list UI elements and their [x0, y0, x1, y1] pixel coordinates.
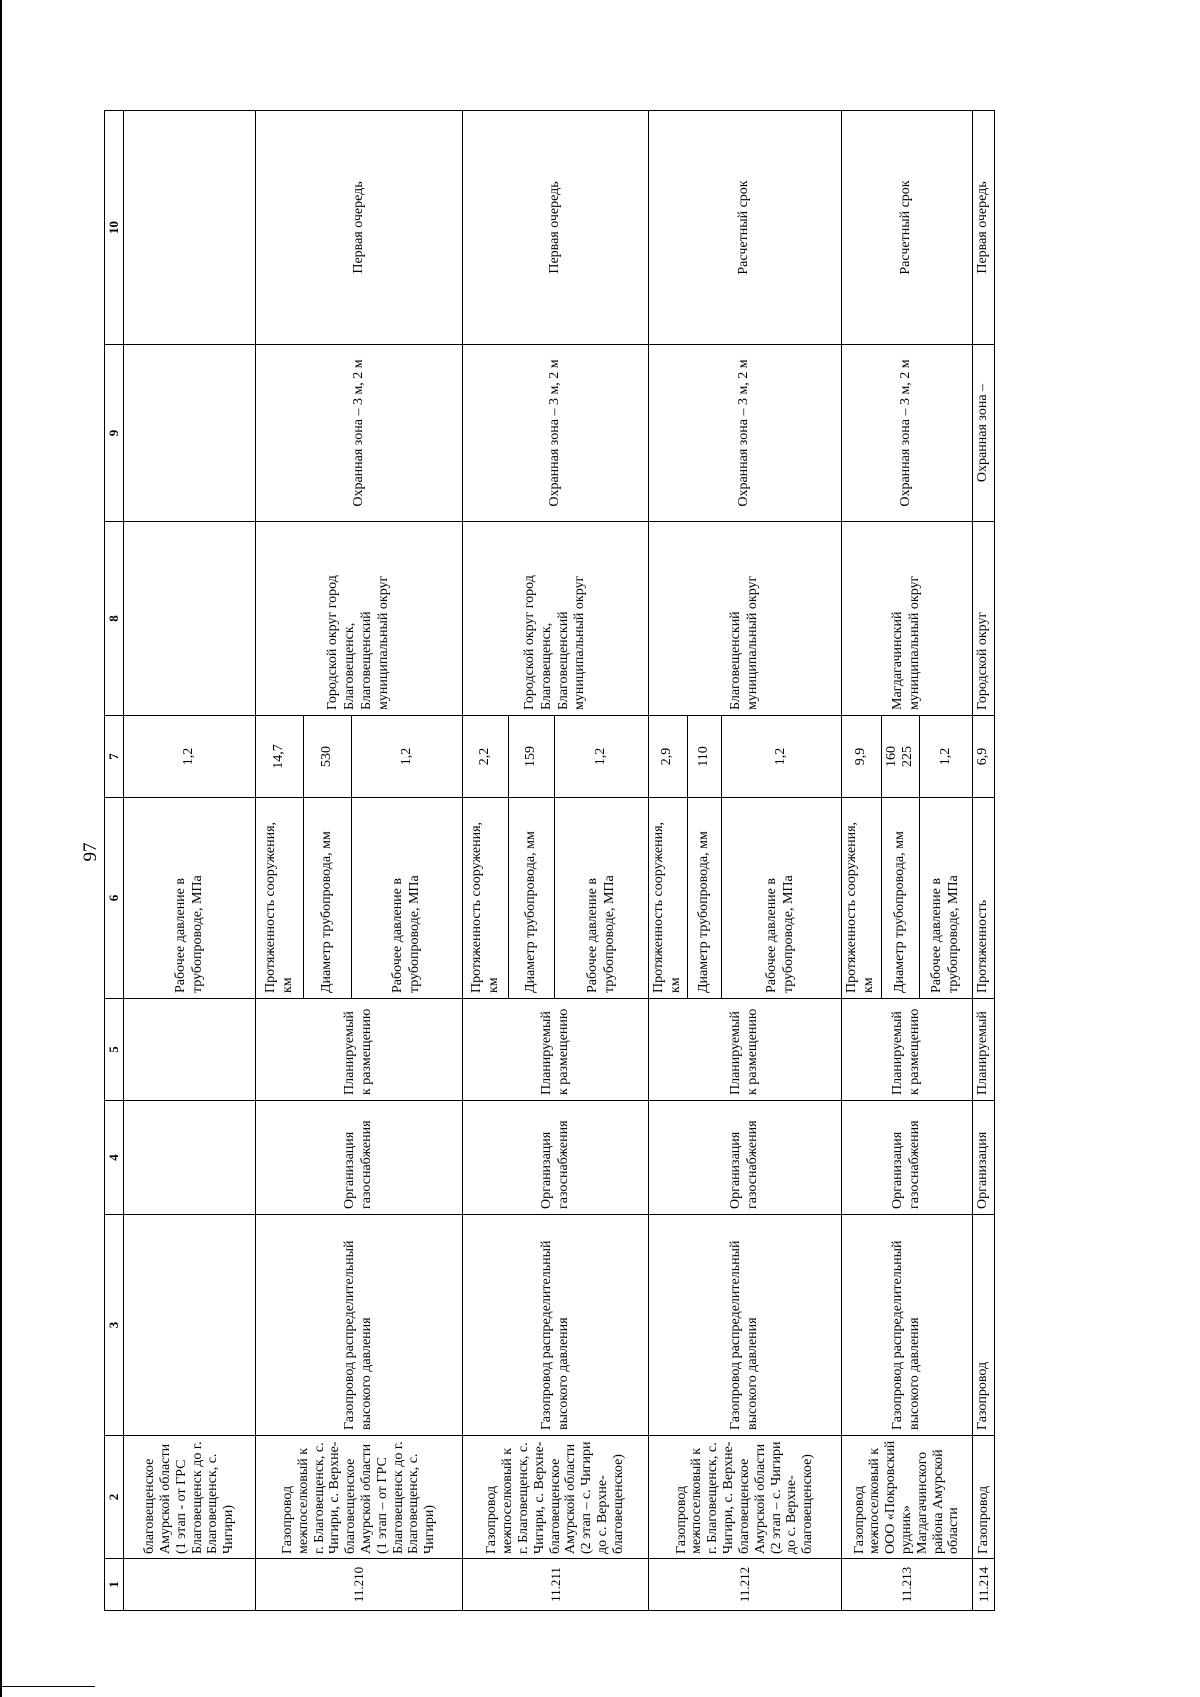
location: Городской округ город Благовещенск, Благовещенский муниципальный округ	[463, 522, 649, 716]
object-type: Газопровод распределительный высокого давления	[841, 1215, 973, 1436]
parameter-name: Протяженность сооружения, км	[841, 798, 881, 999]
object-type: Газопровод	[973, 1215, 995, 1436]
gas-pipeline-table	[104, 110, 995, 1611]
location	[124, 522, 256, 716]
status: Планируемый к размещению	[649, 999, 842, 1101]
object-name: Газопровод межпоселковый к г. Благовещенск, с. Чигири, с. Верхне-благовещенское Амурской области (2 этап – с. Чигири до с. Верхне-благовещенское)	[649, 1436, 842, 1559]
zone	[124, 345, 256, 522]
parameter-value: 1,2	[920, 716, 973, 798]
parameter-value: 1,2	[555, 716, 649, 798]
object-type: Газопровод распределительный высокого давления	[649, 1215, 842, 1436]
parameter-name: Рабочее давление в трубопроводе, МПа	[721, 798, 841, 999]
object-name: Газопровод межпоселковый к г. Благовещенск, с. Чигири, с. Верхне-благовещенское Амурской области (1 этап – от ГРС Благовещенск до г. Благовещенск, с. Чигири)	[256, 1436, 463, 1559]
object-type: Газопровод распределительный высокого давления	[463, 1215, 649, 1436]
parameter-value: 14,7	[256, 716, 304, 798]
table-row	[256, 111, 304, 1611]
object-name: Газопровод	[973, 1436, 995, 1559]
stage: Расчетный срок	[649, 111, 842, 345]
table-row	[841, 111, 881, 1611]
status: Планируемый к размещению	[256, 999, 463, 1101]
status	[124, 999, 256, 1101]
object-type: Газопровод распределительный высокого давления	[256, 1215, 463, 1436]
table-row	[649, 111, 688, 1611]
parameter-name: Диаметр трубопровода, мм	[304, 798, 352, 999]
parameter-value: 2,2	[463, 716, 509, 798]
parameter-name: Рабочее давление в трубопроводе, МПа	[124, 798, 256, 999]
stage: Первая очередь	[256, 111, 463, 345]
parameter-value: 110	[687, 716, 721, 798]
location: Благовещенский муниципальный округ	[649, 522, 842, 716]
parameter-value: 6,9	[973, 716, 995, 798]
row-number	[124, 1559, 256, 1611]
row-number: 11.213	[841, 1559, 973, 1611]
stage: Расчетный срок	[841, 111, 973, 345]
header-cell: 8	[105, 522, 124, 716]
header-cell: 3	[105, 1215, 124, 1436]
header-cell: 7	[105, 716, 124, 798]
parameter-name: Протяженность сооружения, км	[463, 798, 509, 999]
table-row	[463, 111, 509, 1611]
zone: Охранная зона – 3 м, 2 м	[841, 345, 973, 522]
row-number: 11.212	[649, 1559, 842, 1611]
zone: Охранная зона – 3 м, 2 м	[256, 345, 463, 522]
diameter-value: 225	[900, 746, 916, 767]
location: Городской округ город Благовещенск, Благовещенский муниципальный округ	[256, 522, 463, 716]
header-cell: 1	[105, 1559, 124, 1611]
parameter-value: 1,2	[124, 716, 256, 798]
zone: Охранная зона – 3 м, 2 м	[463, 345, 649, 522]
row-number: 11.214	[973, 1559, 995, 1611]
object-name: Газопровод межпоселковый к г. Благовещенск, с. Чигири, с. Верхне-благовещенское Амурской области (2 этап – с. Чигири до с. Верхне-благовещенское)	[463, 1436, 649, 1559]
status: Планируемый	[973, 999, 995, 1101]
stage: Первая очередь	[463, 111, 649, 345]
header-cell: 10	[105, 111, 124, 345]
parameter-name: Протяженность сооружения, км	[649, 798, 688, 999]
parameter-name: Диаметр трубопровода, мм	[509, 798, 555, 999]
table-row-continued	[124, 111, 256, 1611]
header-row	[105, 111, 124, 1611]
parameter-name: Протяженность сооружения, км	[256, 798, 304, 999]
parameter-name: Рабочее давление в трубопроводе, МПа	[555, 798, 649, 999]
parameter-name: Рабочее давление в трубопроводе, МПа	[352, 798, 463, 999]
object-type	[124, 1215, 256, 1436]
scan-edge	[0, 0, 2, 1697]
purpose: Организация газоснабжения	[256, 1101, 463, 1215]
parameter-value	[881, 716, 920, 798]
header-cell: 6	[105, 798, 124, 999]
table-row	[973, 111, 995, 1611]
header-cell: 2	[105, 1436, 124, 1559]
row-number: 11.211	[463, 1559, 649, 1611]
scan-edge	[0, 1686, 95, 1687]
parameter-value: 1,2	[721, 716, 841, 798]
purpose: Организация газоснабжения	[841, 1101, 973, 1215]
purpose: Организация	[973, 1101, 995, 1215]
location: Магдагачинский муниципальный округ	[841, 522, 973, 716]
zone: Охранная зона – 3 м, 2 м	[649, 345, 842, 522]
parameter-value: 530	[304, 716, 352, 798]
purpose: Организация газоснабжения	[649, 1101, 842, 1215]
parameter-value: 1,2	[352, 716, 463, 798]
stage	[124, 111, 256, 345]
status: Планируемый к размещению	[841, 999, 973, 1101]
purpose	[124, 1101, 256, 1215]
header-cell: 4	[105, 1101, 124, 1215]
page-number: 97	[80, 842, 101, 862]
status: Планируемый к размещению	[463, 999, 649, 1101]
parameter-value: 159	[509, 716, 555, 798]
object-name: Газопровод межпоселковый к ООО «Покровский рудник» Магдагачинского района Амурской области	[841, 1436, 973, 1559]
zone: Охранная зона –	[973, 345, 995, 522]
parameter-name: Протяженность	[973, 798, 995, 999]
header-cell: 9	[105, 345, 124, 522]
parameter-name: Диаметр трубопровода, мм	[881, 798, 920, 999]
row-number: 11.210	[256, 1559, 463, 1611]
location: Городской округ	[973, 522, 995, 716]
header-cell: 5	[105, 999, 124, 1101]
purpose: Организация газоснабжения	[463, 1101, 649, 1215]
parameter-value: 9,9	[841, 716, 881, 798]
parameter-name: Рабочее давление в трубопроводе, МПа	[920, 798, 973, 999]
diameter-value: 160	[883, 746, 899, 767]
object-name: благовещенское Амурской области (1 этап - от ГРС Благовещенск до г. Благовещенск, с. Чигири)	[124, 1436, 256, 1559]
stage: Первая очередь	[973, 111, 995, 345]
parameter-name: Диаметр трубопровода, мм	[687, 798, 721, 999]
parameter-value: 2,9	[649, 716, 688, 798]
